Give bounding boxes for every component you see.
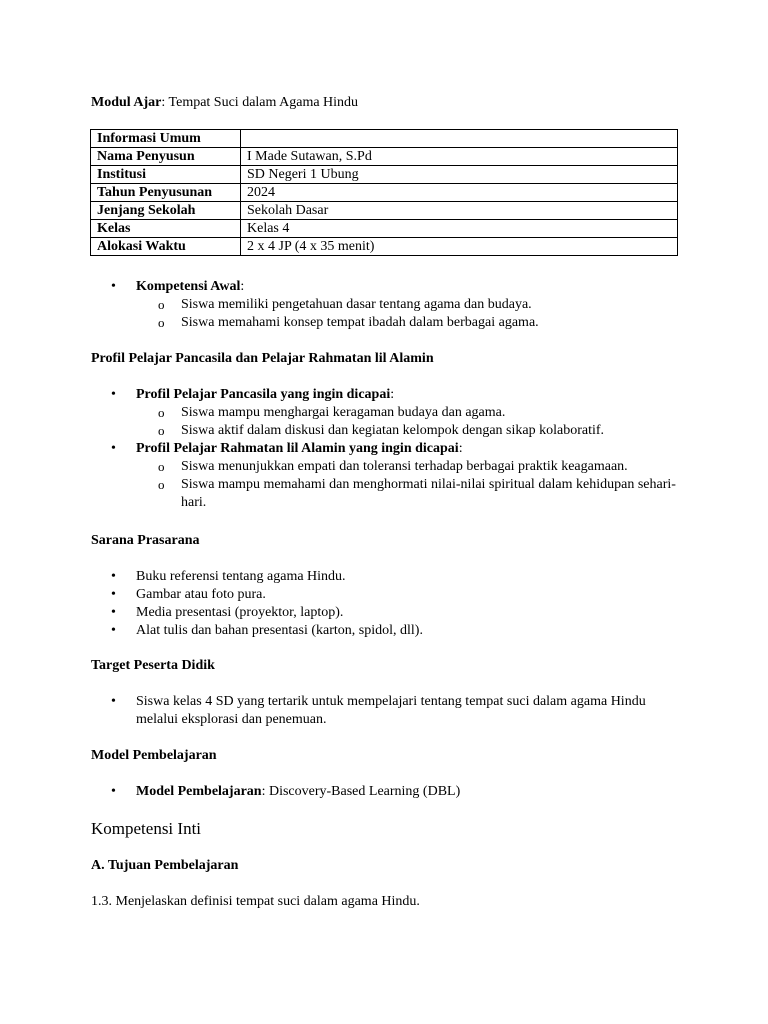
table-value: 2024 bbox=[241, 184, 678, 202]
sarana-list bbox=[91, 568, 681, 640]
document-title bbox=[91, 94, 358, 112]
sub-list bbox=[136, 404, 681, 440]
section-heading-sarana: Sarana Prasarana bbox=[91, 533, 200, 548]
sub-list bbox=[136, 458, 681, 512]
kompetensi-awal-list bbox=[91, 278, 681, 332]
label-colon: : bbox=[240, 279, 245, 294]
title-label: Modul Ajar bbox=[91, 95, 162, 110]
table-row bbox=[91, 130, 678, 148]
table-key: Nama Penyusun bbox=[91, 148, 241, 166]
section-heading-profil: Profil Pelajar Pancasila dan Pelajar Rahmatan lil Alamin bbox=[91, 351, 434, 366]
general-info-table bbox=[90, 129, 678, 256]
table-key: Alokasi Waktu bbox=[91, 238, 241, 256]
table-row bbox=[91, 148, 678, 166]
model-list bbox=[91, 783, 681, 801]
table-row bbox=[91, 202, 678, 220]
table-value: SD Negeri 1 Ubung bbox=[241, 166, 678, 184]
table-row bbox=[91, 220, 678, 238]
label-colon: : bbox=[458, 441, 463, 456]
profil-rahmatan-label: Profil Pelajar Rahmatan lil Alamin yang ingin dicapai bbox=[136, 441, 459, 456]
list-item: • Buku referensi tentang agama Hindu. bbox=[91, 568, 681, 586]
table-value: Kelas 4 bbox=[241, 220, 678, 238]
list-item: o Siswa memahami konsep tempat ibadah dalam berbagai agama. bbox=[136, 314, 681, 332]
table-value: 2 x 4 JP (4 x 35 menit) bbox=[241, 238, 678, 256]
table-key: Institusi bbox=[91, 166, 241, 184]
title-separator: : bbox=[161, 95, 166, 110]
table-key: Informasi Umum bbox=[91, 130, 241, 148]
table-key: Jenjang Sekolah bbox=[91, 202, 241, 220]
list-item: • Siswa kelas 4 SD yang tertarik untuk mempelajari tentang tempat suci dalam agama Hindu melalui eksplorasi dan penemuan. bbox=[91, 693, 681, 729]
model-label: Model Pembelajaran bbox=[136, 784, 262, 799]
label-colon: : bbox=[390, 387, 395, 402]
table-row bbox=[91, 184, 678, 202]
table-value bbox=[241, 130, 678, 148]
table-row bbox=[91, 166, 678, 184]
section-heading-kompetensi-inti: Kompetensi Inti bbox=[91, 819, 202, 838]
list-item bbox=[91, 440, 681, 512]
section-heading-tujuan: A. Tujuan Pembelajaran bbox=[91, 858, 239, 873]
section-heading-model: Model Pembelajaran bbox=[91, 748, 217, 763]
list-item: o Siswa mampu memahami dan menghormati nilai-nilai spiritual dalam kehidupan sehari-hari. bbox=[136, 476, 681, 512]
profil-list bbox=[91, 386, 681, 512]
model-text: : Discovery-Based Learning (DBL) bbox=[261, 784, 461, 799]
list-item: o Siswa menunjukkan empati dan toleransi terhadap berbagai praktik keagamaan. bbox=[136, 458, 681, 476]
list-item bbox=[91, 278, 681, 332]
title-text: Tempat Suci dalam Agama Hindu bbox=[165, 95, 359, 110]
sub-list bbox=[136, 296, 681, 332]
list-item bbox=[91, 783, 681, 801]
list-item: • Media presentasi (proyektor, laptop). bbox=[91, 604, 681, 622]
list-item: o Siswa mampu menghargai keragaman budaya dan agama. bbox=[136, 404, 681, 422]
table-value: Sekolah Dasar bbox=[241, 202, 678, 220]
section-heading-target: Target Peserta Didik bbox=[91, 658, 215, 673]
tujuan-item: 1.3. Menjelaskan definisi tempat suci dalam agama Hindu. bbox=[91, 894, 420, 909]
table-key: Kelas bbox=[91, 220, 241, 238]
list-item: o Siswa memiliki pengetahuan dasar tentang agama dan budaya. bbox=[136, 296, 681, 314]
target-list bbox=[91, 693, 681, 729]
table-value: I Made Sutawan, S.Pd bbox=[241, 148, 678, 166]
table-row bbox=[91, 238, 678, 256]
profil-pancasila-label: Profil Pelajar Pancasila yang ingin dicapai bbox=[136, 387, 391, 402]
list-item: • Alat tulis dan bahan presentasi (karton, spidol, dll). bbox=[91, 622, 681, 640]
list-item: o Siswa aktif dalam diskusi dan kegiatan kelompok dengan sikap kolaboratif. bbox=[136, 422, 681, 440]
list-item: • Gambar atau foto pura. bbox=[91, 586, 681, 604]
kompetensi-awal-label: Kompetensi Awal bbox=[136, 279, 241, 294]
list-item bbox=[91, 386, 681, 440]
table-key: Tahun Penyusunan bbox=[91, 184, 241, 202]
